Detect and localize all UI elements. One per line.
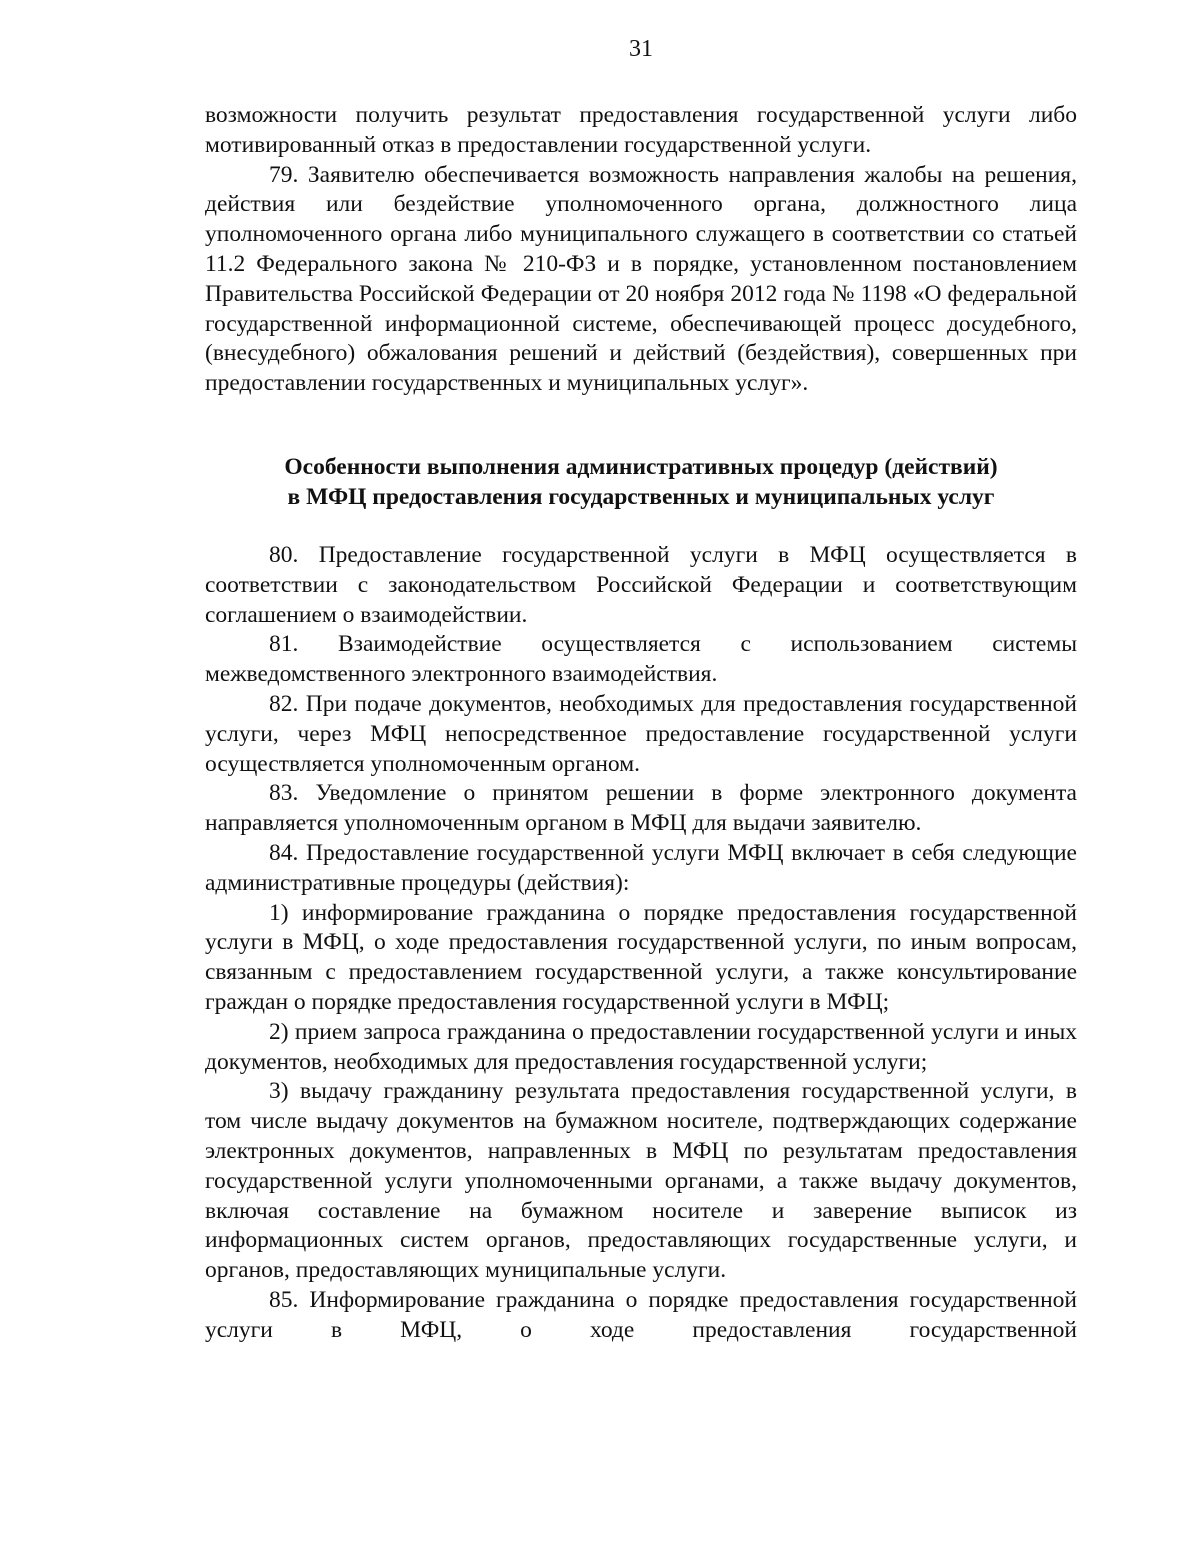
section-heading-line-1: Особенности выполнения административных процедур (действий) [284, 454, 998, 480]
section-heading-line-2: в МФЦ предоставления государственных и муниципальных услуг [287, 483, 995, 510]
text-block-lower [205, 541, 1077, 1346]
paragraph-80: 80. Предоставление государственной услуги в МФЦ осуществляется в соответствии с законодательством Российской Федерации и соответствующим соглашением о взаимодействии. [205, 542, 1077, 628]
paragraph-81: 81. Взаимодействие осуществляется с использованием системы межведомственного электронного взаимодействия. [205, 631, 1077, 688]
paragraph-83: 83. Уведомление о принятом решении в форме электронного документа направляется уполномоченным органом в МФЦ для выдачи заявителю. [205, 780, 1077, 837]
paragraph-84-item-2: 2) прием запроса гражданина о предоставлении государственной услуги и иных документов, необходимых для предоставления государственной услуги; [205, 1018, 1077, 1075]
paragraph-85: 85. Информирование гражданина о порядке предоставления государственной услуги в МФЦ, о ходе предоставления государственной [205, 1286, 1077, 1343]
paragraph-82: 82. При подаче документов, необходимых для предоставления государственной услуги, через МФЦ непосредственное предоставление государственной услуги осуществляется уполномоченным органом. [205, 690, 1077, 777]
paragraph-continuation: возможности получить результат предоставления государственной услуги либо мотивированный отказ в предоставлении государственной услуги. [205, 102, 1077, 158]
paragraph-84-item-3: 3) выдачу гражданину результата предоставления государственной услуги, в том числе выдачу документов на бумажном носителе, подтверждающих содержание электронных документов, направленных в МФЦ по результатам предоставления государственной услуги уполномоченными органами, а также выдачу документов, включая составление на бумажном носителе и заверение выписок из информационных систем органов, предоставляющих государственные услуги, и органов, предоставляющих муниципальные услуги. [205, 1078, 1077, 1284]
paragraph-84: 84. Предоставление государственной услуги МФЦ включает в себя следующие административные процедуры (действия): [205, 839, 1077, 896]
text-block-upper [205, 101, 1077, 399]
paragraph-84-item-1: 1) информирование гражданина о порядке предоставления государственной услуги в МФЦ, о ходе предоставления государственной услуги, по иным вопросам, связанным с предоставлением государственной услуги, а также консультирование граждан о порядке предоставления государственной услуги в МФЦ; [205, 899, 1077, 1015]
page-number: 31 [629, 36, 653, 62]
paragraph-79: 79. Заявителю обеспечивается возможность направления жалобы на решения, действия или бездействие уполномоченного органа, должностного лица уполномоченного органа либо муниципального служащего в соответствии со статьей 11.2 Федерального закона № 210-ФЗ и в порядке, установленном постановлением Правительства Российской Федерации от 20 ноября 2012 года № 1198 «О федеральной государственной информационной системе, обеспечивающей процесс досудебного, (внесудебного) обжалования решений и действий (бездействия), совершенных при предоставлении государственных и муниципальных услуг». [205, 161, 1077, 397]
section-heading [205, 453, 1077, 513]
